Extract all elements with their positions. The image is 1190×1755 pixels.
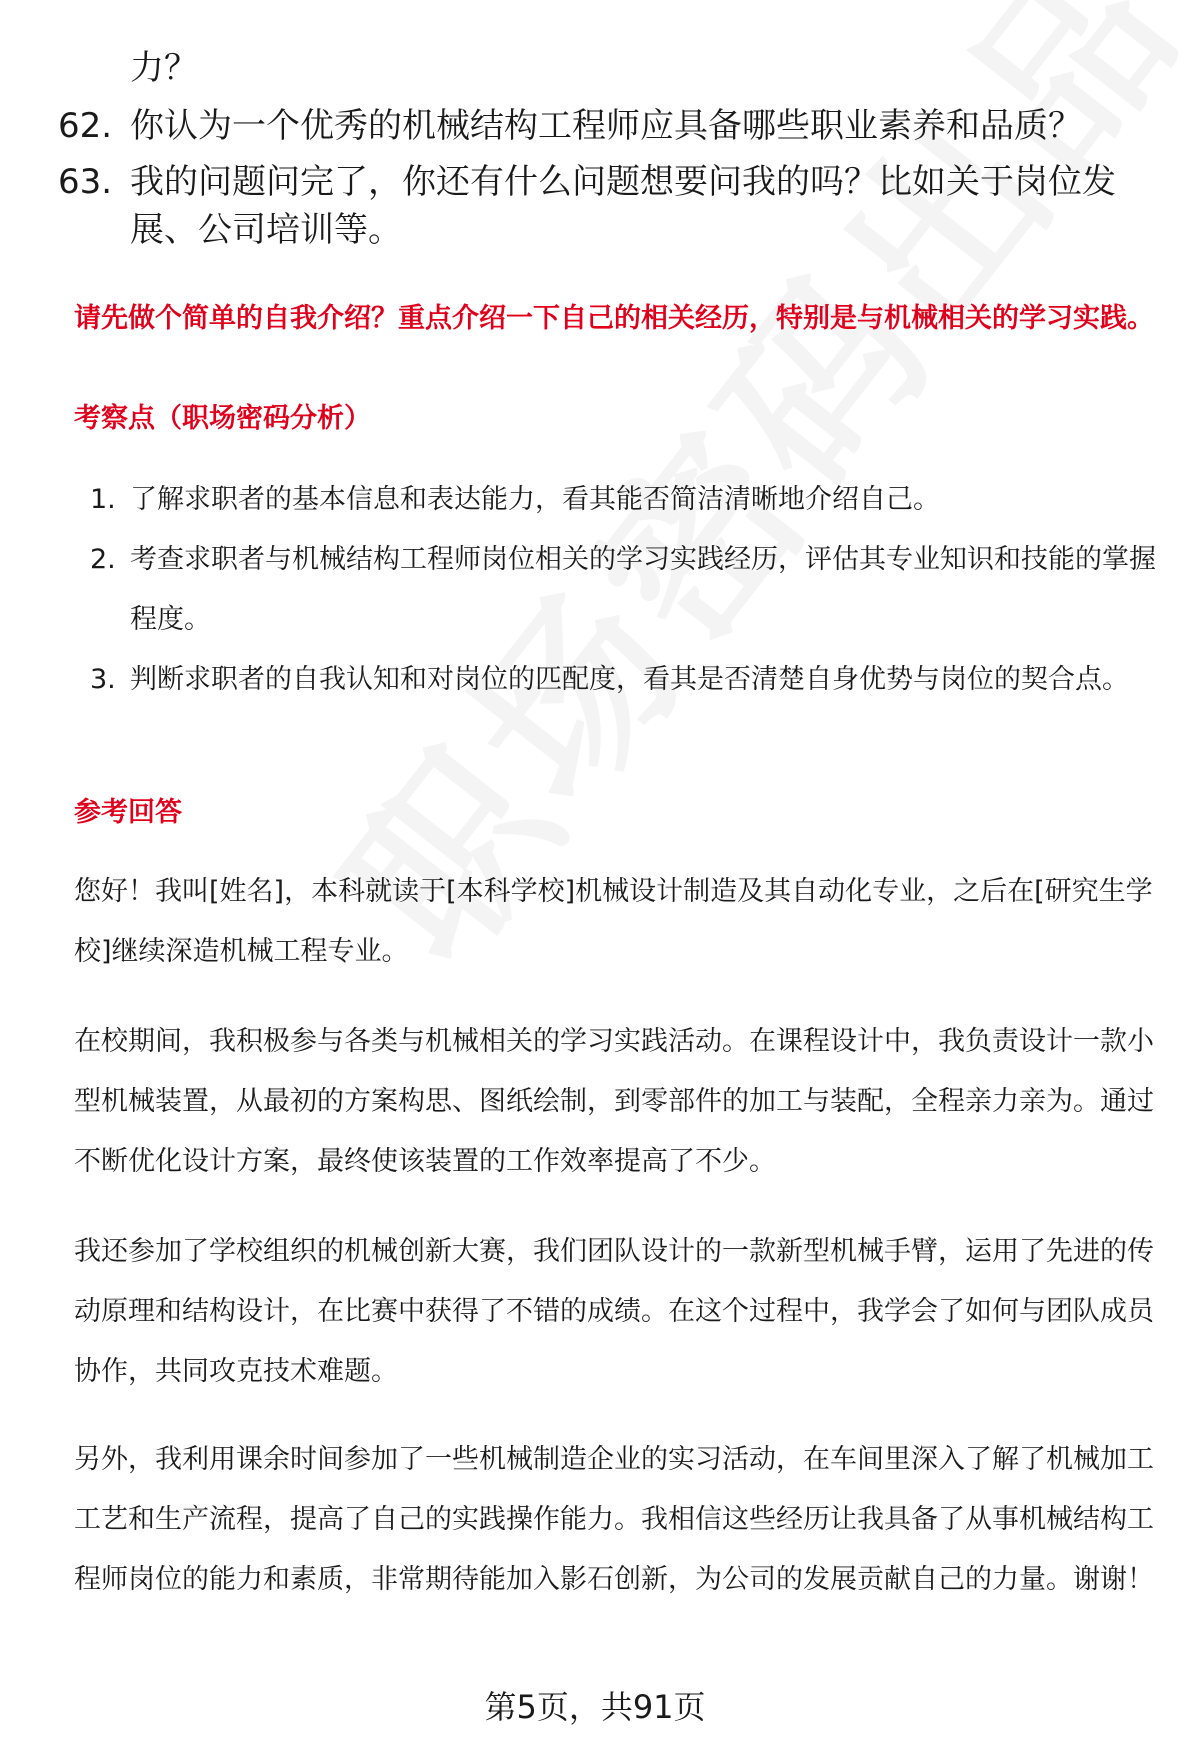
question-item-63 <box>58 158 1158 254</box>
question-text: 我的问题问完了，你还有什么问题想要问我的吗？比如关于岗位发展、公司培训等。 <box>130 162 1116 250</box>
question-title: 请先做个简单的自我介绍？重点介绍一下自己的相关经历，特别是与机械相关的学习实践。 <box>74 303 1154 334</box>
question-item-62 <box>58 102 1158 150</box>
list-item-number: 3. <box>90 664 116 695</box>
answer-paragraph: 另外，我利用课余时间参加了一些机械制造企业的实习活动，在车间里深入了解了机械加工工艺和生产流程，提高了自己的实践操作能力。我相信这些经历让我具备了从事机械结构工程师岗位的能力和素质，非常期待能加入影石创新，为公司的发展贡献自己的力量。谢谢！ <box>74 1444 1154 1595</box>
list-item-text: 判断求职者的自我认知和对岗位的匹配度，看其是否清楚自身优势与岗位的契合点。 <box>130 664 1129 695</box>
list-item <box>74 530 1164 650</box>
question-number: 62. <box>58 106 113 146</box>
answer-paragraph: 我还参加了学校组织的机械创新大赛，我们团队设计的一款新型机械手臂，运用了先进的传动原理和结构设计，在比赛中获得了不错的成绩。在这个过程中，我学会了如何与团队成员协作，共同攻克技术难题。 <box>74 1236 1154 1387</box>
answer-paragraph: 在校期间，我积极参与各类与机械相关的学习实践活动。在课程设计中，我负责设计一款小型机械装置，从最初的方案构思、图纸绘制，到零部件的加工与装配，全程亲力亲为。通过不断优化设计方案，最终使该装置的工作效率提高了不少。 <box>74 1026 1154 1177</box>
analysis-heading: 考察点（职场密码分析） <box>74 403 371 434</box>
analysis-list <box>74 470 1164 710</box>
question-continuation: 力？ <box>130 48 198 88</box>
list-item <box>74 470 1164 530</box>
list-item <box>74 650 1164 710</box>
answer-paragraph: 您好！我叫[姓名]，本科就读于[本科学校]机械设计制造及其自动化专业，之后在[研究生学校]继续深造机械工程专业。 <box>74 876 1153 967</box>
page-number-footer: 第5页，共91页 <box>484 1688 706 1726</box>
list-item-text: 了解求职者的基本信息和表达能力，看其能否简洁清晰地介绍自己。 <box>130 484 940 515</box>
list-item-number: 1. <box>90 484 116 515</box>
question-number: 63. <box>58 162 113 202</box>
answer-heading: 参考回答 <box>74 797 182 828</box>
list-item-text: 考查求职者与机械结构工程师岗位相关的学习实践经历，评估其专业知识和技能的掌握程度。 <box>130 544 1156 635</box>
question-text: 你认为一个优秀的机械结构工程师应具备哪些职业素养和品质？ <box>130 106 1082 146</box>
list-item-number: 2. <box>90 544 116 575</box>
